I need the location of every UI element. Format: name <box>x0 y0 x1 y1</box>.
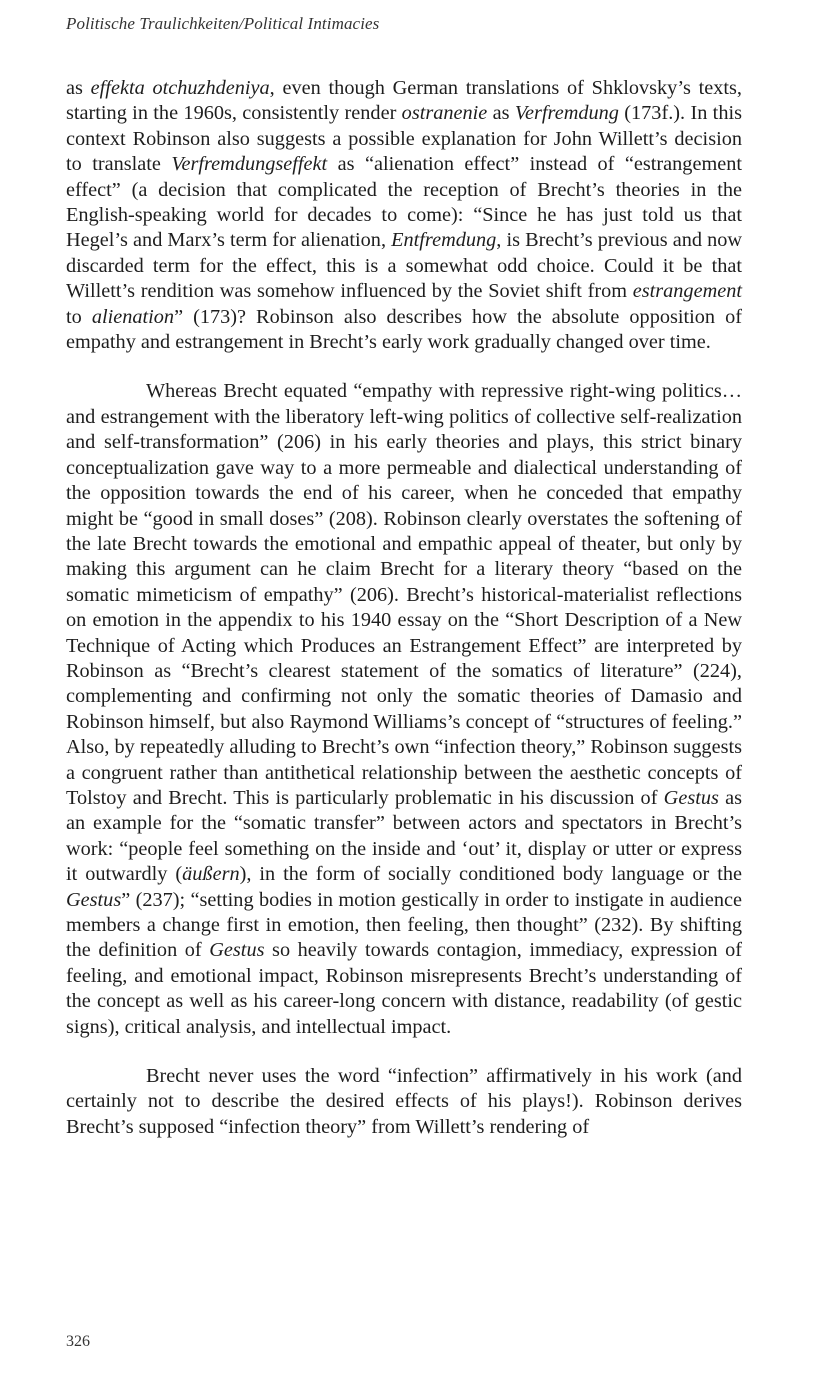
text-run: as <box>66 77 91 99</box>
text-run: (173f.). In this context Robinson also suggests a possible explanation for John Willett’s decision to translate <box>66 102 742 176</box>
italic-term: Gestus <box>66 888 122 911</box>
paragraph-2 <box>66 379 742 1040</box>
text-run: Whereas Brecht equated “empathy with repressive right-wing politics…and estrangement with the liberatory left-wing politics of collective self-realization and self-transformation” (206) in his early theories and plays, this strict binary conceptualization gave way to a more permeable and dialectical understanding of the opposition towards the end of his career, when he conceded that empathy might be “good in small doses” (208). Robinson clearly overstates the softening of the late Brecht towards the emotional and empathic appeal of theater, but only by making this argument can he claim Brecht for a literary theory “based on the somatic mimeticism of empathy” (206). Brecht’s historical-materialist reflections on emotion in the appendix to his 1940 essay on the “Short Description of a New Technique of Acting which Produces an Estrangement Effect” are interpreted by Robinson as “Brecht’s clearest statement of the somatics of literature” (224), complementing and confirming not only the somatic theories of Damasio and Robinson himself, but also Raymond Williams’s concept of “structures of feeling.” Also, by repeatedly alluding to Brecht’s own “infection theory,” Robinson suggests a congruent rather than antithetical relationship between the aesthetic concepts of Tolstoy and Brecht. This is particularly problematic in his discussion of <box>66 380 742 809</box>
text-run: as “alienation effect” instead of “estrangement effect” (a decision that complicated the reception of Brecht’s theories in the English-speaking world for decades to come): “Since he has just told us that Hegel’s and Marx’s term for alienation, <box>66 153 742 252</box>
paragraph-1 <box>66 76 742 355</box>
text-run: as an example for the “somatic transfer” between actors and spectators in Brecht’s work: “people feel something on the inside and ‘out’ it, display or utter or express it outwardly ( <box>66 786 742 886</box>
italic-term: äußern <box>182 863 240 886</box>
text-run: Brecht never uses the word “infection” affirmatively in his work (and certainly not to describe the desired effects of his plays!). Robinson derives Brecht’s supposed “infection theory” from Willett’s rendering of <box>66 1065 742 1138</box>
italic-term: Verfremdung <box>514 102 619 125</box>
italic-term: alienation <box>91 305 175 328</box>
italic-term: Gestus <box>663 786 719 809</box>
text-run: ” (237); “setting bodies in motion gestically in order to instigate in audience members a change first in emotion, then feeling, then thought” (232). By shifting the definition of <box>66 888 742 962</box>
text-run: so heavily towards contagion, immediacy, expression of feeling, and emotional impact, Robinson misrepresents Brecht’s understanding of the concept as well as his career-long concern with distance, readability (of gestic signs), critical analysis, and intellectual impact. <box>66 939 742 1038</box>
text-run: ” (173)? Robinson also describes how the absolute opposition of empathy and estrangement in Brecht’s early work gradually changed over time. <box>66 305 742 354</box>
text-run: , is Brecht’s previous and now discarded term for the effect, this is a somewhat odd choice. Could it be that Willett’s rendition was somehow influenced by the Soviet shift from <box>66 229 743 303</box>
text-run: as <box>487 102 515 125</box>
text-run: , even though German translations of Shklovsky’s texts, starting in the 1960s, consistently render <box>66 77 742 125</box>
italic-term: Verfremdungseffekt <box>171 153 328 176</box>
text-run: to <box>66 305 92 328</box>
paragraph-3 <box>66 1064 742 1140</box>
page-number: 326 <box>66 1333 90 1350</box>
italic-term: estrangement <box>632 280 742 303</box>
italic-term: ostranenie <box>401 102 488 125</box>
italic-term: Gestus <box>209 939 265 962</box>
running-head: Politische Traulichkeiten/Political Intimacies <box>66 14 380 33</box>
italic-term: effekta otchuzhdeniya <box>90 77 270 99</box>
body-text <box>66 76 742 1140</box>
italic-term: Entfremdung <box>391 229 497 252</box>
text-run: ), in the form of socially conditioned body language or the <box>239 863 742 886</box>
